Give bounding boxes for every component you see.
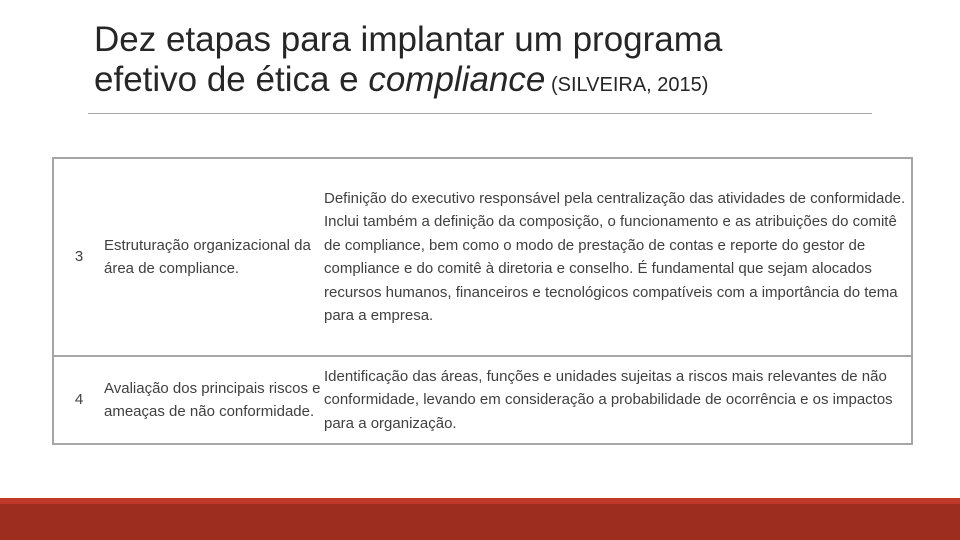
title-line-2-prefix: efetivo de ética e [94, 60, 369, 99]
table-row [53, 158, 912, 356]
title-divider [88, 113, 872, 114]
table-row [53, 356, 912, 444]
title-line-1: Dez etapas para implantar um programa [94, 20, 723, 59]
step-number: 4 [53, 356, 104, 444]
step-topic: Estruturação organizacional da área de compliance. [104, 236, 311, 277]
step-topic: Avaliação dos principais riscos e ameaças de não conformidade. [104, 356, 324, 444]
step-description: Definição do executivo responsável pela centralização das atividades de conformidade. Inclui também a definição da composição, o funcionamento e as atribuições do comitê de compliance, bem como o modo de prestação de contas e reporte do gestor de compliance e do comitê à diretoria e conselho. É fundamental que sejam alocados recursos humanos, financeiros e tecnológicos compatíveis com a importância do tema para a empresa. [324, 189, 906, 324]
title-citation: (SILVEIRA, 2015) [545, 74, 709, 96]
slide-title [94, 20, 914, 105]
step-description: Identificação das áreas, funções e unidades sujeitas a riscos mais relevantes de não conformidade, levando em consideração a probabilidade de ocorrência e os impactos para a organização. [324, 356, 912, 444]
footer-accent-stripe [0, 498, 960, 504]
title-italic-term: compliance [368, 60, 546, 99]
steps-table [52, 157, 913, 445]
step-number: 3 [74, 248, 84, 266]
footer-accent-bar [0, 498, 960, 540]
